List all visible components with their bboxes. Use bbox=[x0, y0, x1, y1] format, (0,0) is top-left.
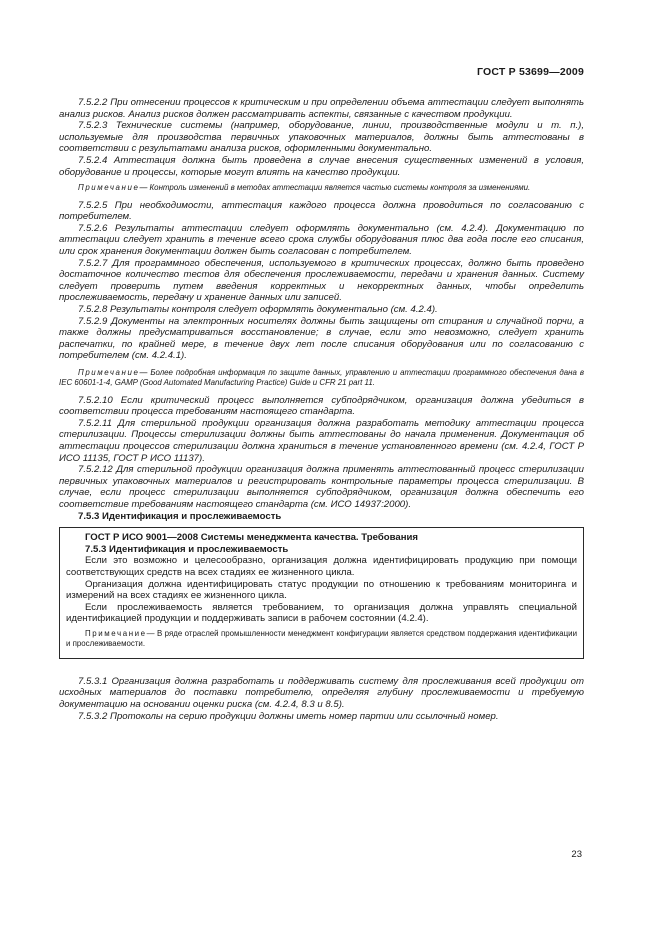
quote-box-note bbox=[66, 629, 577, 650]
paragraph-7-5-3-2: 7.5.3.2 Протоколы на серию продукции должны иметь номер партии или ссылочный номер. bbox=[78, 710, 499, 722]
quote-box-paragraph: Организация должна идентифицировать статус продукции по отношению к требованиям мониторинга и измерений на всех стадиях ее жизненного цикла. bbox=[66, 578, 577, 602]
paragraph-7-5-2-3: 7.5.2.3 Технические системы (например, оборудование, линии, производственные модули и т. п.), используемые для производства первичных упаковочных материалов, должны быть аттестованы в соответствии с результатами анализа рисков, оформленными документально. bbox=[59, 120, 584, 155]
paragraph-7-5-2-9: 7.5.2.9 Документы на электронных носителях должны быть защищены от стирания и случайной порчи, а также должны предусматриваться восстановление; в случае, если это невозможно, следует хранить распечатки, по крайней мере, в течение двух лет после списания оборудования или по согласованию с потребителем (см. 4.2.4.1). bbox=[59, 315, 584, 362]
note-label: Примечание bbox=[78, 367, 140, 377]
quote-box-paragraph: Если прослеживаемость является требованием, то организация должна управлять специальной идентификацией продукции и поддерживать записи в рабочем состоянии (4.2.4). bbox=[66, 601, 577, 625]
note-text: — В ряде отраслей промышленности менеджмент конфигурации является средством поддержания идентификации и прослеживаемости. bbox=[66, 628, 577, 649]
paragraph-7-5-2-4: 7.5.2.4 Аттестация должна быть проведена в случае внесения существенных изменений в условия, оборудование и процессы, которые могут влиять на качество продукции. bbox=[59, 154, 584, 178]
note-label: Примечание bbox=[85, 628, 147, 638]
note-label: Примечание bbox=[78, 183, 140, 193]
paragraph-7-5-2-12: 7.5.2.12 Для стерильной продукции организация должна применять аттестованный процесс стерилизации первичных упаковочных материалов и регистрировать контрольные параметры процесса стерилизации. В случае, если процесс стерилизации выполняется субподрядчиком, организация должна обеспечить его соответствие требованиям настоящего стандарта (см. ИСО 14937:2000). bbox=[59, 464, 584, 511]
paragraph-7-5-2-2: 7.5.2.2 При отнесении процессов к критическим и при определении объема аттестации следует выполнять анализ рисков. Анализ рисков должен рассматривать аспекты, связанные с качеством продукции. bbox=[59, 97, 584, 120]
paragraph-7-5-2-8: 7.5.2.8 Результаты контроля следует оформлять документально (см. 4.2.4). bbox=[78, 303, 438, 315]
paragraph-7-5-2-5: 7.5.2.5 При необходимости, аттестация каждого процесса должна проводиться по согласованию с потребителем. bbox=[59, 199, 584, 223]
paragraph-7-5-2-11: 7.5.2.11 Для стерильной продукции организация должна разработать методику аттестации процесса стерилизации. Процессы стерилизации должны быть аттестованы до начала применения. Документация об аттестации процессов стерилизации должна храниться в течение установленного времени (см. 4.2.4, ГОСТ Р ИСО 11135, ГОСТ Р ИСО 11137). bbox=[59, 417, 584, 464]
paragraph-7-5-2-10: 7.5.2.10 Если критический процесс выполняется субподрядчиком, организация должна убедиться в соответствии процесса требованиям настоящего стандарта. bbox=[59, 394, 584, 418]
page-content bbox=[59, 97, 584, 722]
paragraph-7-5-3-1: 7.5.3.1 Организация должна разработать и поддерживать систему для прослеживания всей продукции от исходных материалов до поставки потребителю, определяя глубину прослеживаемости и требуемую документацию на основании оценки риска (см. 4.2.4, 8.3 и 8.5). bbox=[59, 675, 584, 710]
paragraph-7-5-2-6: 7.5.2.6 Результаты аттестации следует оформлять документально (см. 4.2.4). Документацию по аттестации следует хранить в течение всего срока службы оборудования плюс два года после его списания, или срок хранения документации должен быть согласован с потребителем. bbox=[59, 222, 584, 257]
quote-box-subtitle: 7.5.3 Идентификация и прослеживаемость bbox=[85, 543, 289, 555]
note-text: — Контроль изменений в методах аттестации является частью системы контроля за изменениями. bbox=[139, 183, 531, 193]
document-id: ГОСТ Р 53699—2009 bbox=[476, 66, 584, 78]
iso-9001-quote-box bbox=[59, 527, 584, 659]
note-change-control bbox=[59, 183, 584, 193]
page-number: 23 bbox=[571, 849, 582, 860]
quote-box-paragraph: Если это возможно и целесообразно, организация должна идентифицировать продукцию при помощи соответствующих средств на всех стадиях ее жизненного цикла. bbox=[66, 555, 577, 578]
paragraph-7-5-2-7: 7.5.2.7 Для программного обеспечения, используемого в критических процессах, должно быть проведено достаточное количество тестов для обеспечения прослеживаемости, передачи и хранения данных. Систему следует проверить путем введения корректных и некорректных данных, чтобы определить прослеживаемость, передачу и хранение данных или записей. bbox=[59, 257, 584, 304]
note-data-protection bbox=[59, 368, 584, 389]
quote-box-title: ГОСТ Р ИСО 9001—2008 Системы менеджмента качества. Требования bbox=[85, 532, 419, 544]
note-text: — Более подробная информация по защите данных, управлению и аттестации программного обеспечения дана в IEC 60601-1-4, GAMP (Good Automated Manufacturing Practice) Guide и CFR 21 part 11. bbox=[59, 367, 584, 388]
section-heading-7-5-3: 7.5.3 Идентификация и прослеживаемость bbox=[78, 510, 282, 522]
